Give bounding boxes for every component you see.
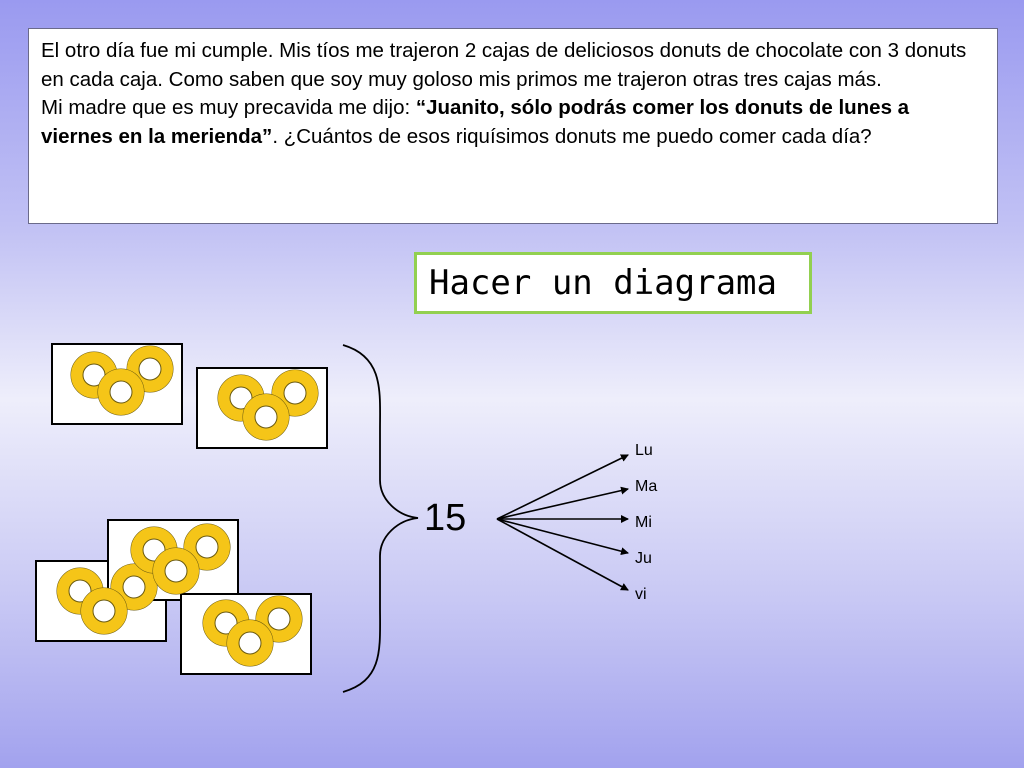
- donut-hole: [123, 576, 145, 598]
- donut-hole: [93, 600, 115, 622]
- day-label-tuesday: Ma: [635, 478, 658, 495]
- problem-paragraph-1: El otro día fue mi cumple. Mis tíos me trajeron 2 cajas de deliciosos donuts de chocolate con 3 donuts en cada caja. Como saben que soy muy goloso mis primos me trajeron otras tres cajas más.: [41, 39, 967, 91]
- donut-hole: [110, 381, 132, 403]
- arrow-to-day-5: [497, 519, 628, 590]
- donut-hole: [239, 632, 261, 654]
- donut-hole: [284, 382, 306, 404]
- donut-hole: [196, 536, 218, 558]
- donut-hole: [165, 560, 187, 582]
- donut-hole: [268, 608, 290, 630]
- donut-hole: [139, 358, 161, 380]
- day-label-monday: Lu: [635, 442, 653, 459]
- problem-intro: Mi madre que es muy precavida me dijo:: [41, 96, 416, 119]
- distribution-arrows: [497, 455, 628, 590]
- strategy-title: Hacer un diagrama: [414, 252, 812, 314]
- day-label-thursday: Ju: [635, 550, 652, 567]
- problem-question: . ¿Cuántos de esos riquísimos donuts me puedo comer cada día?: [272, 124, 872, 148]
- total-donuts: 15: [424, 497, 467, 539]
- grouping-brace: [343, 345, 418, 692]
- day-label-friday: vi: [635, 586, 647, 603]
- day-label-wednesday: Mi: [635, 514, 652, 531]
- arrow-to-day-2: [497, 489, 628, 519]
- mother-quote: “Juanito, sólo podrás comer los donuts de lunes a viernes en la merienda”: [41, 96, 910, 148]
- donut-hole: [255, 406, 277, 428]
- arrow-to-day-1: [497, 455, 628, 519]
- arrow-to-day-4: [497, 519, 628, 553]
